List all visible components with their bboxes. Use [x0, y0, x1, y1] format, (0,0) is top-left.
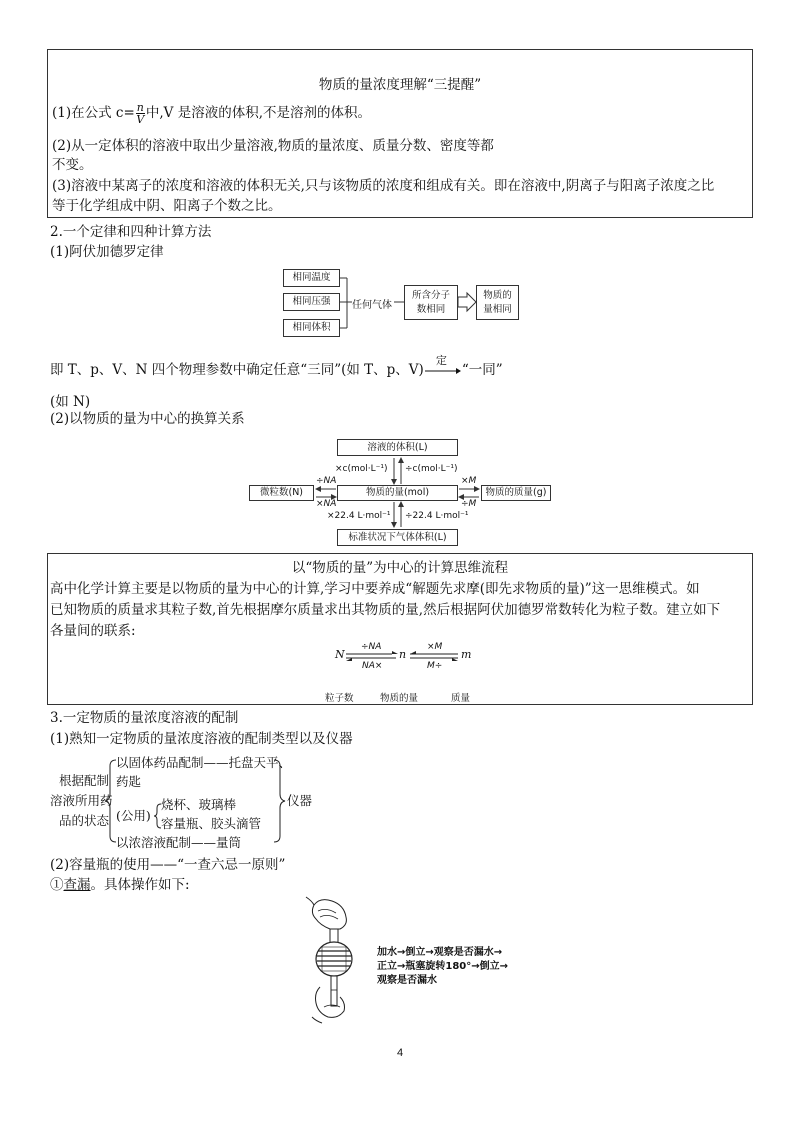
amount-same-line-1: 物质的 — [483, 290, 512, 301]
section-2-heading: 2.一个定律和四种计算方法 — [50, 224, 212, 240]
label-times-22-4: ×22.4 L·mol⁻¹ — [327, 511, 391, 521]
tree-common-line-a: 烧杯、玻璃棒 — [161, 797, 237, 812]
flow-symbol-N: N — [335, 648, 345, 661]
thinking-flow-title: 以“物质的量”为中心的计算思维流程 — [291, 560, 509, 576]
leak-check-rest: 。具体操作如下: — [90, 877, 190, 893]
flow-label-amount: 物质的量 — [380, 693, 419, 704]
tree-common-line-b: 容量瓶、胶头滴管 — [161, 816, 262, 831]
define-arrow-label: 定 — [435, 354, 447, 367]
any-gas-label: 任何气体 — [352, 300, 392, 311]
flow-bot-label-1: NA× — [362, 661, 383, 671]
section-2-sub2: (2)以物质的量为中心的换算关系 — [50, 411, 245, 427]
label-times-m: ×M — [461, 476, 477, 486]
tips-title: 物质的量浓度理解“三提醒” — [318, 77, 482, 93]
leak-check-line — [50, 876, 190, 894]
gas-volume-stp-box: 标准状况下气体体积(L) — [337, 529, 458, 546]
rule-text-b: “一同” — [461, 362, 503, 378]
label-divide-na: ÷NA — [316, 476, 337, 486]
tree-left-line-2: 溶液所用药 — [50, 793, 113, 808]
amount-same-line-2: 量相同 — [483, 304, 512, 315]
formula-denominator: V — [136, 113, 145, 126]
tree-solid-line-b: 药匙 — [116, 774, 142, 789]
thinking-flow-p2: 已知物质的质量求其粒子数,首先根据摩尔质量求出其物质的量,然后根据阿伏加德罗常数转化为粒子数。建立如下 — [50, 602, 721, 618]
amount-of-substance-box: 物质的量(mol) — [337, 485, 458, 501]
flow-symbol-n: n — [399, 648, 407, 661]
flow-label-mass: 质量 — [451, 693, 471, 704]
flow-symbol-m: m — [461, 648, 472, 661]
tree-left-line-1: 根据配制 — [59, 773, 110, 788]
tree-solid-line-a: 以固体药品配制——托盘天平、 — [116, 755, 292, 770]
molecule-count-line-1: 所含分子 — [411, 290, 450, 301]
section-3-sub1: (1)熟知一定物质的量浓度溶液的配制类型以及仪器 — [50, 731, 353, 747]
label-divide-m: ÷M — [461, 499, 477, 509]
formula-numerator: n — [136, 101, 144, 114]
thinking-flow-p1: 高中化学计算主要是以物质的量为中心的计算,学习中要养成“解题先求摩(即先求物质的量)”这一思维模式。如 — [50, 581, 700, 597]
section-3-heading: 3.一定物质的量浓度溶液的配制 — [50, 710, 239, 726]
flow-top-label-1: ÷NA — [361, 642, 382, 652]
rule-text-a: 即 T、p、V、N 四个物理参数中确定任意“三同”(如 T、p、V) — [50, 362, 424, 378]
leak-check-word: 查漏 — [63, 877, 91, 893]
molecule-count-line-2: 数相同 — [416, 304, 446, 315]
tip-1-prefix: (1)在公式 c= — [52, 105, 135, 121]
flow-label-particles: 粒子数 — [325, 693, 354, 704]
tip-3-line-1: (3)溶液中某离子的浓度和溶液的体积无关,只与该物质的浓度和组成有关。即在溶液中,阴离子与阳离子浓度之比 — [52, 178, 715, 194]
label-divide-c: ÷c(mol·L⁻¹) — [405, 464, 458, 474]
tree-liquid-line: 以浓溶液配制——量筒 — [116, 835, 242, 850]
solution-volume-box: 溶液的体积(L) — [337, 439, 458, 456]
volumetric-flask-illustration — [300, 895, 370, 1025]
label-times-c: ×c(mol·L⁻¹) — [335, 464, 388, 474]
leak-check-number: ① — [50, 877, 64, 893]
tree-right-label: 仪器 — [287, 793, 313, 808]
label-divide-22-4: ÷22.4 L·mol⁻¹ — [405, 511, 469, 521]
substance-mass-box: 物质的质量(g) — [481, 485, 551, 501]
cond-pressure: 相同压强 — [283, 293, 340, 311]
section-3-sub2: (2)容量瓶的使用——“一查六忌一原则” — [50, 857, 286, 873]
particle-count-box: 微粒数(N) — [249, 485, 314, 501]
tip-1-suffix: 中,V 是溶液的体积,不是溶剂的体积。 — [145, 105, 372, 121]
tree-left-line-3: 品的状态 — [59, 813, 110, 828]
leak-step-line-3: 观察是否漏水 — [377, 975, 437, 986]
page-number: 4 — [396, 1047, 404, 1059]
cond-temperature: 相同温度 — [283, 269, 340, 287]
rule-text-c: (如 N) — [50, 394, 91, 410]
tip-2-line-1: (2)从一定体积的溶液中取出少量溶液,物质的量浓度、质量分数、密度等都 — [52, 138, 494, 154]
leak-step-line-2: 正立→瓶塞旋转180°→倒立→ — [377, 961, 509, 972]
tip-3-line-2: 等于化学组成中阴、阳离子个数之比。 — [52, 198, 282, 214]
label-times-na: ×NA — [316, 499, 337, 509]
tip-2-line-2: 不变。 — [52, 157, 93, 173]
section-2-sub1: (1)阿伏加德罗定律 — [50, 244, 164, 260]
thinking-flow-p3: 各量间的联系: — [50, 623, 136, 639]
leak-step-line-1: 加水→倒立→观察是否漏水→ — [377, 947, 503, 958]
cond-volume: 相同体积 — [283, 319, 340, 337]
tree-common-label: (公用) — [116, 808, 151, 823]
flow-bot-label-2: M÷ — [427, 661, 443, 671]
flow-top-label-2: ×M — [427, 642, 443, 652]
